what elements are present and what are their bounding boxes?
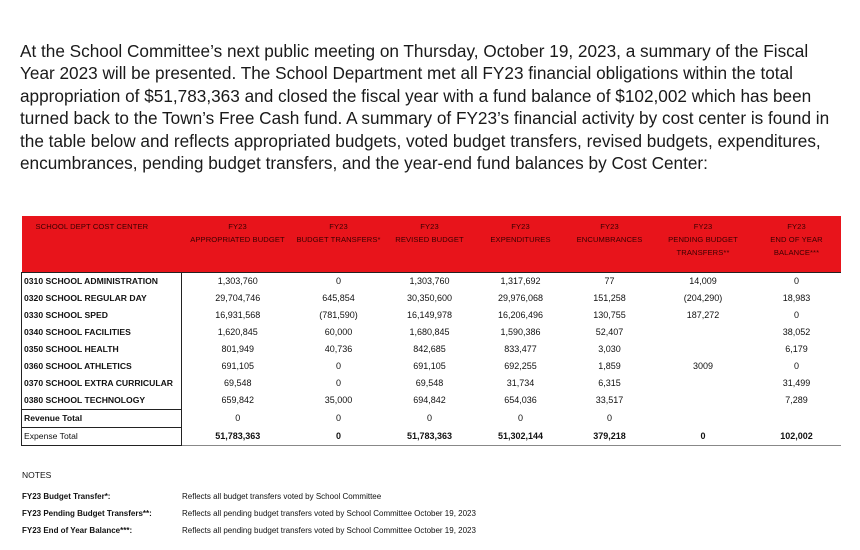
table-cell: 0 bbox=[335, 361, 341, 371]
table-cell: 29,976,068 bbox=[497, 293, 544, 303]
table-cell bbox=[654, 324, 753, 341]
table-cell: 692,255 bbox=[504, 361, 537, 371]
table-cell: 7,289 bbox=[785, 395, 808, 406]
table-cell bbox=[654, 375, 753, 392]
cost-center-label: 0350 SCHOOL HEALTH bbox=[22, 341, 182, 358]
header-expenditures: FY23 EXPENDITURES bbox=[490, 222, 551, 244]
header-encumbrances: FY23 ENCUMBRANCES bbox=[576, 222, 643, 244]
cost-center-label: 0330 SCHOOL SPED bbox=[22, 307, 182, 324]
cost-center-label: Revenue Total bbox=[22, 410, 182, 428]
table-header-row bbox=[22, 216, 841, 273]
table-cell: 659,842 bbox=[221, 395, 255, 406]
table-cell: 16,206,496 bbox=[497, 310, 544, 320]
table-cell: 16,931,568 bbox=[215, 310, 261, 320]
table-cell: 379,218 bbox=[566, 428, 654, 446]
table-cell: 6,179 bbox=[785, 344, 808, 354]
table-cell: 1,620,845 bbox=[217, 327, 258, 337]
header-end-of-year-balance: FY23 END OF YEAR BALANCE*** bbox=[770, 222, 823, 257]
cost-center-label: Expense Total bbox=[22, 428, 182, 446]
table-cell: 31,499 bbox=[782, 378, 811, 388]
cost-center-label: 0320 SCHOOL REGULAR DAY bbox=[22, 290, 182, 307]
table-cell: 51,783,363 bbox=[182, 428, 294, 446]
table-cell: 69,548 bbox=[415, 378, 444, 388]
table-cell bbox=[654, 392, 753, 410]
cost-center-label: 0360 SCHOOL ATHLETICS bbox=[22, 358, 182, 375]
table-cell: 1,680,845 bbox=[409, 327, 450, 337]
table-cell: 6,315 bbox=[598, 378, 621, 388]
note-term: FY23 Budget Transfer*: bbox=[22, 492, 111, 501]
table-cell: 60,000 bbox=[324, 327, 353, 337]
table-cell: 833,477 bbox=[504, 344, 537, 354]
table-cell: 1,590,386 bbox=[500, 327, 541, 337]
table-cell: 29,704,746 bbox=[215, 293, 261, 303]
table-cell: 51,302,144 bbox=[476, 428, 566, 446]
note-description: Reflects all pending budget transfers voted by School Committee October 19, 2023 bbox=[182, 509, 476, 518]
note-description: Reflects all pending budget transfers voted by School Committee October 19, 2023 bbox=[182, 526, 476, 535]
table-cell: (204,290) bbox=[683, 293, 723, 303]
table-cell: 842,685 bbox=[413, 344, 446, 354]
fy23-summary-table bbox=[21, 216, 840, 446]
table-cell: 51,783,363 bbox=[384, 428, 476, 446]
table-cell: 654,036 bbox=[504, 395, 537, 406]
note-term: FY23 End of Year Balance***: bbox=[22, 526, 133, 535]
cost-center-label: 0340 SCHOOL FACILITIES bbox=[22, 324, 182, 341]
notes-section bbox=[22, 470, 842, 539]
note-row bbox=[22, 505, 842, 522]
table-cell: 14,009 bbox=[654, 273, 753, 291]
table-cell: 0 bbox=[235, 413, 241, 423]
table-cell: 38,052 bbox=[782, 327, 811, 337]
table-cell: 694,842 bbox=[413, 395, 446, 406]
cost-center-label: 0310 SCHOOL ADMINISTRATION bbox=[22, 273, 182, 291]
table-cell: 1,303,760 bbox=[182, 273, 294, 291]
table-cell: 151,258 bbox=[593, 293, 626, 303]
table-cell: 645,854 bbox=[322, 293, 355, 303]
header-budget-transfers: FY23 BUDGET TRANSFERS* bbox=[296, 222, 381, 244]
table-cell: (781,590) bbox=[319, 310, 358, 320]
table-row bbox=[22, 428, 841, 446]
table-cell: 33,517 bbox=[595, 395, 624, 406]
table-row bbox=[22, 410, 841, 428]
table-cell bbox=[654, 341, 753, 358]
table-cell: 52,407 bbox=[595, 327, 624, 337]
table-cell: 35,000 bbox=[324, 395, 353, 406]
table-cell: 0 bbox=[793, 361, 799, 371]
table-cell: 18,983 bbox=[782, 293, 811, 303]
table-cell: 0 bbox=[793, 310, 799, 320]
table-cell: 1,859 bbox=[598, 361, 621, 371]
table-cell: 0 bbox=[606, 413, 612, 423]
table-cell: 69,548 bbox=[223, 378, 252, 388]
table-row bbox=[22, 375, 841, 392]
table-cell: 691,105 bbox=[413, 361, 446, 371]
table-row bbox=[22, 392, 841, 410]
table-row bbox=[22, 324, 841, 341]
table-cell: 0 bbox=[294, 428, 384, 446]
note-description: Reflects all budget transfers voted by School Committee bbox=[182, 492, 382, 501]
table-row bbox=[22, 341, 841, 358]
table-cell: 187,272 bbox=[686, 310, 720, 320]
header-cost-center: SCHOOL DEPT COST CENTER bbox=[35, 222, 149, 231]
table-cell: 0 bbox=[294, 273, 384, 291]
table-cell bbox=[753, 410, 841, 428]
table-cell: 102,002 bbox=[753, 428, 841, 446]
table-row bbox=[22, 358, 841, 375]
table-cell bbox=[654, 410, 753, 428]
table-cell: 31,734 bbox=[506, 378, 535, 388]
table-cell: 77 bbox=[566, 273, 654, 291]
table-cell: 801,949 bbox=[221, 344, 255, 354]
table-cell: 0 bbox=[426, 413, 432, 423]
cost-center-label: 0380 SCHOOL TECHNOLOGY bbox=[22, 392, 182, 410]
header-appropriated-budget: FY23 APPROPRIATED BUDGET bbox=[190, 222, 285, 244]
table-cell: 30,350,600 bbox=[406, 293, 453, 303]
table-cell: 691,105 bbox=[221, 361, 255, 371]
table-cell: 130,755 bbox=[593, 310, 626, 320]
table-cell: 0 bbox=[753, 273, 841, 291]
table-cell: 16,149,978 bbox=[406, 310, 453, 320]
table-cell: 0 bbox=[335, 413, 341, 423]
table-cell: 0 bbox=[517, 413, 523, 423]
table-cell: 3009 bbox=[692, 361, 714, 371]
cost-center-label: 0370 SCHOOL EXTRA CURRICULAR bbox=[22, 375, 182, 392]
table-row bbox=[22, 290, 841, 307]
table-cell: 0 bbox=[335, 378, 341, 388]
note-row bbox=[22, 522, 842, 539]
table-cell: 40,736 bbox=[324, 344, 353, 354]
table-cell: 1,303,760 bbox=[384, 273, 476, 291]
table-cell: 3,030 bbox=[598, 344, 621, 354]
table-cell: 1,317,692 bbox=[476, 273, 566, 291]
header-revised-budget: FY23 REVISED BUDGET bbox=[395, 222, 464, 244]
intro-paragraph: At the School Committee’s next public meeting on Thursday, October 19, 2023, a summary of the Fiscal Year 2023 will be presented. The School Department met all FY23 financial obligations within the total appropriation of $51,783,363 and closed the fiscal year with a fund balance of $102,002 which has been turned back to the Town’s Free Cash fund. A summary of FY23’s financial activity by cost center is found in the table below and reflects appropriated budgets, voted budget transfers, revised budgets, expenditures, encumbrances, pending budget transfers, and the year-end fund balances by Cost Center: bbox=[20, 41, 830, 174]
header-pending-budget-transfers: FY23 PENDING BUDGET TRANSFERS** bbox=[668, 222, 738, 257]
note-term: FY23 Pending Budget Transfers**: bbox=[22, 509, 152, 518]
table-row bbox=[22, 273, 841, 291]
note-row bbox=[22, 488, 842, 505]
notes-title: NOTES bbox=[22, 470, 52, 480]
table-cell: 0 bbox=[654, 428, 753, 446]
table-row bbox=[22, 307, 841, 324]
